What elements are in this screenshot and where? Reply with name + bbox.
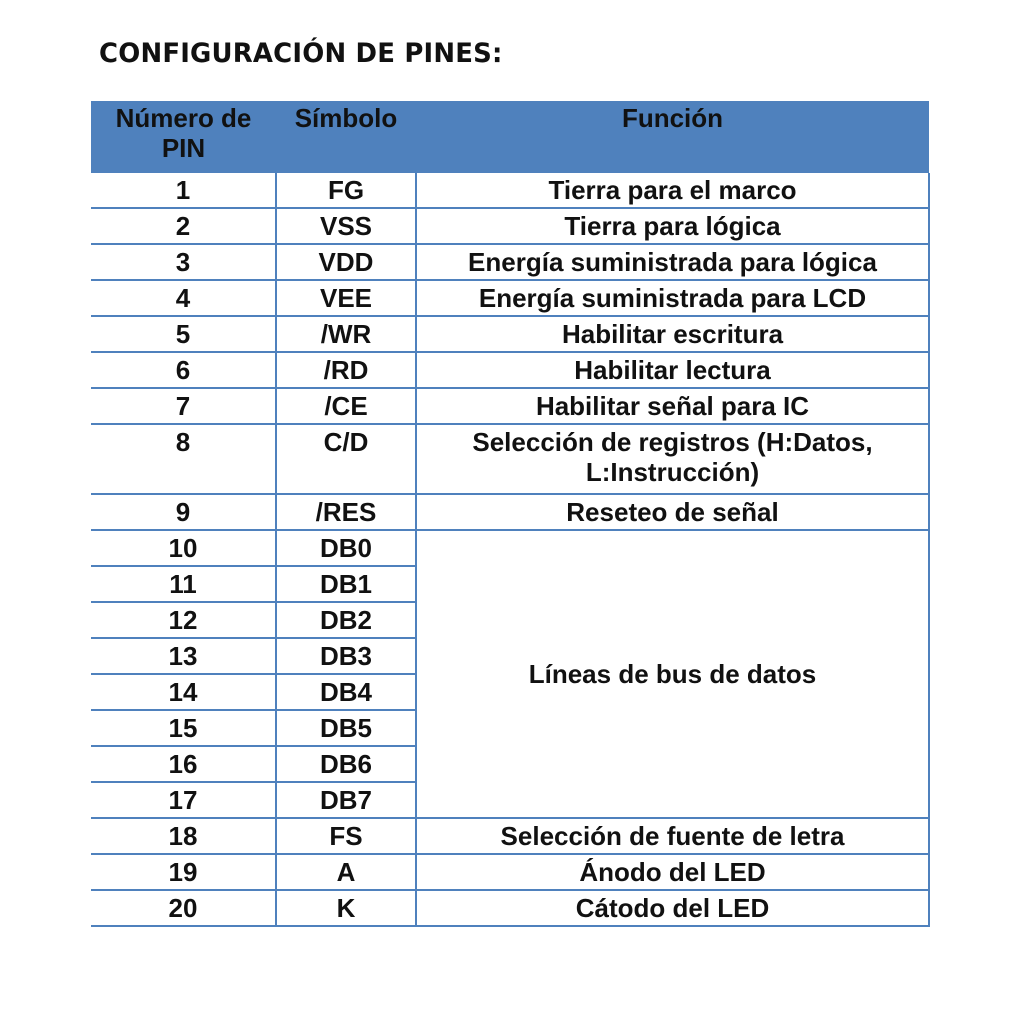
pin-symbol: VEE [276,280,416,316]
header-function: Función [416,101,929,173]
pin-symbol: FS [276,818,416,854]
pin-number: 11 [91,566,276,602]
pin-function: Tierra para lógica [416,208,929,244]
pin-number: 18 [91,818,276,854]
pin-function: Cátodo del LED [416,890,929,926]
header-pin-number: Número de PIN [91,101,276,173]
pin-number: 4 [91,280,276,316]
page-title: CONFIGURACIÓN DE PINES: [99,38,503,69]
pin-number: 12 [91,602,276,638]
pin-number: 7 [91,388,276,424]
table-row [91,530,929,566]
pin-symbol: DB4 [276,674,416,710]
pin-function: Selección de fuente de letra [416,818,929,854]
table-row [91,818,929,854]
table-row [91,890,929,926]
pin-symbol: DB1 [276,566,416,602]
pin-symbol: /RES [276,494,416,530]
pin-number: 5 [91,316,276,352]
pin-configuration-table [91,101,930,927]
pin-symbol: DB6 [276,746,416,782]
table-row [91,280,929,316]
pin-number: 1 [91,173,276,208]
pin-function: Habilitar señal para IC [416,388,929,424]
pin-number: 8 [91,424,276,494]
pin-symbol: DB3 [276,638,416,674]
pin-number: 19 [91,854,276,890]
pin-function: Habilitar lectura [416,352,929,388]
table-row [91,208,929,244]
pin-number: 10 [91,530,276,566]
pin-symbol: A [276,854,416,890]
pin-number: 17 [91,782,276,818]
pin-function: Selección de registros (H:Datos, L:Instrucción) [416,424,929,494]
pin-symbol: /WR [276,316,416,352]
table-row [91,494,929,530]
table-row [91,388,929,424]
pin-number: 20 [91,890,276,926]
pin-symbol: VDD [276,244,416,280]
pin-function: Energía suministrada para LCD [416,280,929,316]
pin-symbol: DB5 [276,710,416,746]
pin-number: 15 [91,710,276,746]
pin-number: 2 [91,208,276,244]
table-row [91,854,929,890]
pin-function: Reseteo de señal [416,494,929,530]
pin-symbol: DB2 [276,602,416,638]
pin-number: 14 [91,674,276,710]
pin-number: 9 [91,494,276,530]
pin-number: 3 [91,244,276,280]
pin-symbol: /RD [276,352,416,388]
pin-symbol: C/D [276,424,416,494]
table-row [91,173,929,208]
pin-function-data-bus: Líneas de bus de datos [416,530,929,818]
pin-symbol: VSS [276,208,416,244]
pin-number: 6 [91,352,276,388]
pin-symbol: /CE [276,388,416,424]
pin-symbol: K [276,890,416,926]
pin-number: 13 [91,638,276,674]
table-header-row [91,101,929,173]
pin-symbol: DB7 [276,782,416,818]
pin-function: Ánodo del LED [416,854,929,890]
table-row [91,316,929,352]
pin-symbol: FG [276,173,416,208]
table-row [91,244,929,280]
header-symbol: Símbolo [276,101,416,173]
pin-function: Energía suministrada para lógica [416,244,929,280]
pin-number: 16 [91,746,276,782]
table-row [91,352,929,388]
pin-function: Habilitar escritura [416,316,929,352]
pin-function: Tierra para el marco [416,173,929,208]
table-row [91,424,929,494]
pin-symbol: DB0 [276,530,416,566]
